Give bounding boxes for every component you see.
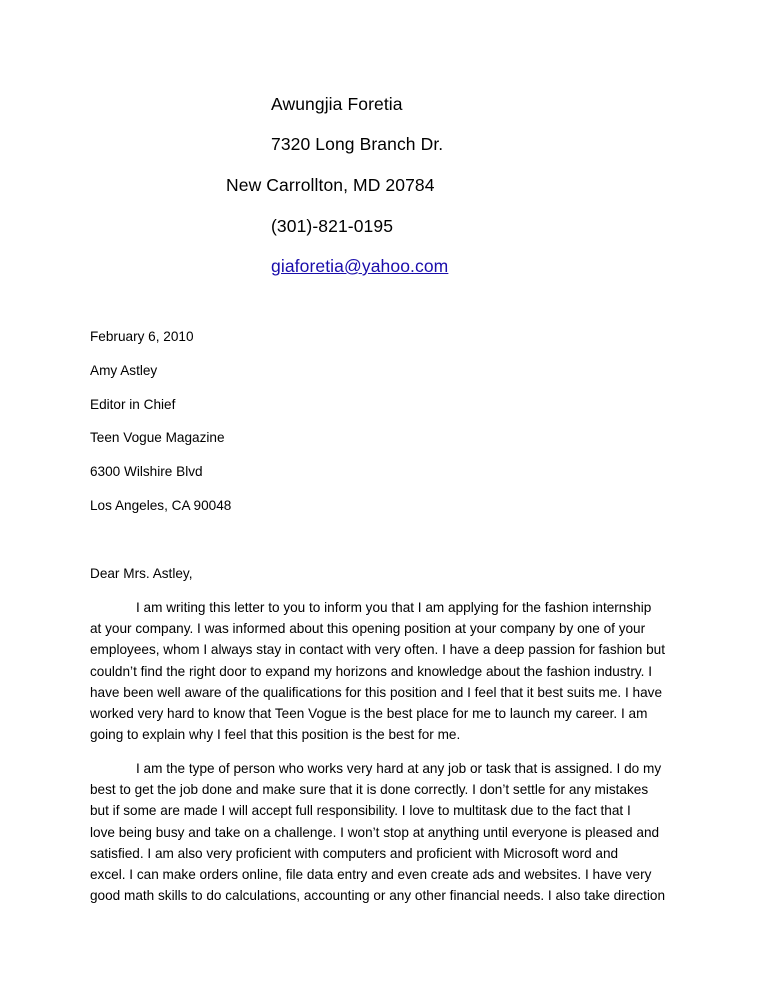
paragraph-line: love being busy and take on a challenge. I won’t stop at anything until everyone is pleased and (90, 824, 660, 840)
paragraph-line: but if some are made I will accept full responsibility. I love to multitask due to the fact that I (90, 803, 631, 819)
salutation: Dear Mrs. Astley, (90, 566, 193, 581)
paragraph-line: good math skills to do calculations, accounting or any other financial needs. I also take direction (90, 888, 666, 904)
paragraph-line: best to get the job done and make sure that it is done correctly. I don’t settle for any mistakes (90, 782, 649, 798)
sender-street: 7320 Long Branch Dr. (271, 134, 444, 154)
paragraph-line: excel. I can make orders online, file data entry and even create ads and websites. I have very (90, 867, 652, 883)
recipient-name: Amy Astley (90, 363, 158, 378)
paragraph-line: at your company. I was informed about this opening position at your company by one of your (90, 621, 646, 637)
paragraph-line: have been well aware of the qualifications for this position and I feel that it best suits me. I have (90, 684, 663, 700)
sender-name: Awungjia Foretia (271, 94, 403, 114)
paragraph-line: satisfied. I am also very proficient with computers and proficient with Microsoft word and (90, 845, 619, 861)
paragraph-line: employees, whom I always stay in contact with very often. I have a deep passion for fashion but (90, 642, 666, 658)
recipient-street: 6300 Wilshire Blvd (90, 464, 203, 479)
recipient-city: Los Angeles, CA 90048 (90, 498, 232, 513)
body-paragraph (90, 597, 680, 745)
recipient-title: Editor in Chief (90, 397, 176, 412)
paragraph-line: I am the type of person who works very hard at any job or task that is assigned. I do my (136, 761, 662, 776)
paragraph-line: I am writing this letter to you to inform you that I am applying for the fashion internship (136, 600, 652, 615)
sender-city: New Carrollton, MD 20784 (226, 175, 435, 195)
paragraph-line: going to explain why I feel that this position is the best for me. (90, 727, 461, 743)
sender-email-link[interactable]: giaforetia@yahoo.com (271, 256, 449, 276)
sender-phone: (301)-821-0195 (271, 216, 394, 236)
letter-date: February 6, 2010 (90, 329, 194, 344)
recipient-company: Teen Vogue Magazine (90, 430, 225, 445)
body-paragraph (90, 758, 680, 906)
paragraph-line: couldn’t find the right door to expand my horizons and knowledge about the fashion industry. I (90, 663, 652, 679)
paragraph-line: worked very hard to know that Teen Vogue is the best place for me to launch my career. I am (90, 706, 648, 722)
